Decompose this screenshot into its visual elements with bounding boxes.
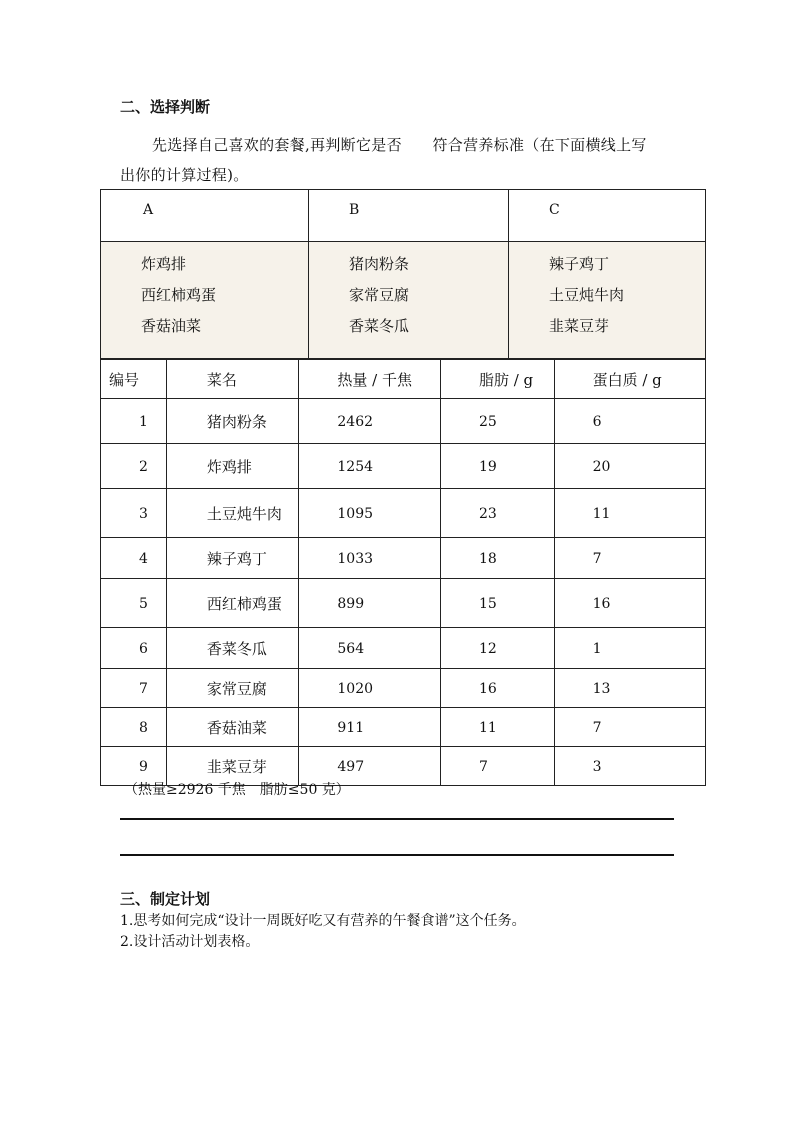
header-cell	[440, 360, 554, 399]
table-cell	[101, 399, 167, 444]
combo-dish: 家常豆腐	[349, 286, 410, 304]
section-3-title: 三、制定计划	[120, 890, 211, 908]
combo-a-label: A	[143, 202, 154, 218]
row-dish: 香菇油菜	[206, 718, 267, 737]
combo-dish: 土豆炖牛肉	[549, 286, 625, 304]
row-id: 8	[139, 720, 148, 736]
combo-dish: 香菇油菜	[141, 317, 202, 335]
table-cell	[166, 538, 299, 579]
row-dish: 韭菜豆芽	[206, 757, 267, 776]
table-cell	[101, 579, 167, 628]
row-id: 9	[139, 759, 148, 775]
header-cell	[299, 360, 441, 399]
row-protein: 13	[592, 681, 611, 697]
row-fat: 11	[478, 720, 497, 736]
row-protein: 7	[592, 551, 602, 567]
row-fat: 12	[478, 641, 497, 657]
plan-item-1: 1.思考如何完成“设计一周既好吃又有营养的午餐食谱”这个任务。	[120, 913, 526, 929]
row-dish: 猪肉粉条	[206, 412, 267, 431]
combo-dish: 韭菜豆芽	[549, 317, 610, 335]
row-dish: 西红柿鸡蛋	[206, 594, 282, 613]
row-id: 7	[139, 681, 148, 697]
row-dish: 家常豆腐	[206, 679, 267, 698]
header-energy: 热量 / 千焦	[337, 370, 412, 389]
header-dish: 菜名	[206, 370, 237, 389]
instruction-line-1: 先选择自己喜欢的套餐,再判断它是否 符合营养标准（在下面横线上写	[152, 136, 647, 154]
table-cell	[554, 708, 705, 747]
table-row	[101, 489, 706, 538]
table-cell	[440, 444, 554, 489]
row-fat: 19	[478, 459, 497, 475]
table-cell	[299, 669, 441, 708]
row-id: 1	[139, 414, 148, 430]
row-energy: 1033	[337, 551, 374, 567]
row-id: 4	[139, 551, 148, 567]
table-cell	[554, 669, 705, 708]
table-row	[101, 708, 706, 747]
row-energy: 497	[337, 759, 365, 775]
table-cell	[299, 579, 441, 628]
table-cell	[166, 669, 299, 708]
row-id: 3	[139, 506, 148, 522]
table-cell	[554, 628, 705, 669]
table-cell	[554, 747, 705, 786]
row-energy: 1095	[337, 506, 374, 522]
row-fat: 25	[478, 414, 497, 430]
table-cell	[440, 628, 554, 669]
row-fat: 15	[478, 596, 497, 612]
combo-c-dishes	[509, 242, 706, 359]
nutrition-header-row	[101, 360, 706, 399]
row-fat: 16	[478, 681, 497, 697]
table-cell	[166, 444, 299, 489]
row-dish: 土豆炖牛肉	[206, 504, 282, 523]
nutrition-standard-note: （热量≥2926 千焦 脂肪≤50 克）	[124, 782, 350, 798]
table-cell	[166, 489, 299, 538]
table-cell	[166, 708, 299, 747]
combo-b-header	[309, 190, 509, 242]
table-cell	[166, 399, 299, 444]
table-cell	[299, 444, 441, 489]
header-cell	[554, 360, 705, 399]
row-fat: 23	[478, 506, 497, 522]
row-protein: 3	[592, 759, 602, 775]
table-cell	[299, 489, 441, 538]
row-energy: 911	[337, 720, 365, 736]
plan-item-2: 2.设计活动计划表格。	[120, 934, 260, 950]
row-dish: 炸鸡排	[206, 457, 252, 476]
instruction-line-2: 出你的计算过程)。	[120, 166, 249, 184]
header-cell	[166, 360, 299, 399]
row-protein: 6	[592, 414, 602, 430]
table-cell	[440, 538, 554, 579]
row-energy: 2462	[337, 414, 374, 430]
table-cell	[554, 489, 705, 538]
table-cell	[101, 444, 167, 489]
row-protein: 1	[592, 641, 602, 657]
combo-b-dishes	[309, 242, 509, 359]
table-row	[101, 579, 706, 628]
header-id: 编号	[109, 370, 140, 389]
row-protein: 20	[592, 459, 611, 475]
table-cell	[166, 579, 299, 628]
header-protein: 蛋白质 / g	[592, 370, 662, 389]
table-cell	[101, 628, 167, 669]
table-cell	[166, 628, 299, 669]
answer-line-2[interactable]	[120, 854, 674, 856]
table-cell	[101, 538, 167, 579]
table-cell	[554, 399, 705, 444]
row-fat: 7	[478, 759, 488, 775]
combo-a-header	[101, 190, 309, 242]
table-cell	[440, 708, 554, 747]
table-row	[101, 538, 706, 579]
section-2-title: 二、选择判断	[120, 98, 211, 116]
row-energy: 1020	[337, 681, 374, 697]
row-protein: 16	[592, 596, 611, 612]
table-cell	[440, 747, 554, 786]
row-energy: 899	[337, 596, 365, 612]
table-row	[101, 399, 706, 444]
table-cell	[299, 538, 441, 579]
table-cell	[554, 444, 705, 489]
answer-line-1[interactable]	[120, 818, 674, 820]
table-cell	[299, 628, 441, 669]
combo-c-label: C	[549, 202, 560, 218]
table-row	[101, 628, 706, 669]
row-protein: 11	[592, 506, 611, 522]
table-cell	[299, 708, 441, 747]
combo-dish: 香菜冬瓜	[349, 317, 410, 335]
table-cell	[101, 708, 167, 747]
row-id: 5	[139, 596, 148, 612]
table-cell	[554, 579, 705, 628]
table-cell	[440, 399, 554, 444]
table-row	[101, 669, 706, 708]
row-energy: 564	[337, 641, 365, 657]
combo-dish: 猪肉粉条	[349, 255, 410, 273]
table-cell	[299, 399, 441, 444]
combo-dish: 西红柿鸡蛋	[141, 286, 217, 304]
row-dish: 辣子鸡丁	[206, 549, 267, 568]
table-cell	[554, 538, 705, 579]
table-cell	[101, 489, 167, 538]
combo-dish: 炸鸡排	[141, 255, 187, 273]
table-cell	[101, 669, 167, 708]
row-dish: 香菜冬瓜	[206, 639, 267, 658]
nutrition-table	[100, 359, 706, 786]
combo-table	[100, 189, 706, 359]
combo-a-dishes	[101, 242, 309, 359]
combo-b-label: B	[349, 202, 360, 218]
row-id: 2	[139, 459, 148, 475]
table-cell	[440, 669, 554, 708]
row-id: 6	[139, 641, 148, 657]
row-protein: 7	[592, 720, 602, 736]
table-cell	[440, 579, 554, 628]
header-cell	[101, 360, 167, 399]
header-fat: 脂肪 / g	[478, 370, 534, 389]
row-energy: 1254	[337, 459, 374, 475]
combo-dish: 辣子鸡丁	[549, 255, 610, 273]
combo-c-header	[509, 190, 706, 242]
table-cell	[440, 489, 554, 538]
row-fat: 18	[478, 551, 497, 567]
table-row	[101, 444, 706, 489]
